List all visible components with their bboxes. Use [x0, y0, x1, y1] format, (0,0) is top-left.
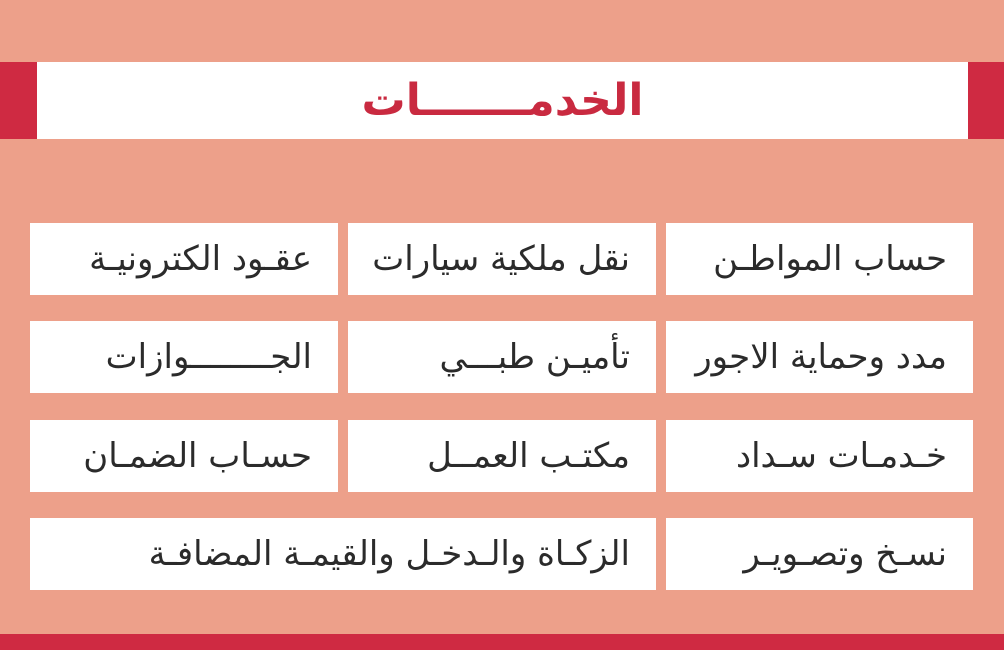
service-passports: الجــــــــوازات [30, 321, 338, 393]
title-box [37, 62, 968, 139]
service-mudad-wage-protection: مدد وحماية الاجور [666, 321, 973, 393]
service-copy-and-print: نسـخ وتصـويـر [666, 518, 973, 590]
service-citizen-account: حساب المواطـن [666, 223, 973, 295]
service-medical-insurance: تأميـن طبـــي [348, 321, 656, 393]
service-electronic-contracts: عقـود الكترونيـة [30, 223, 338, 295]
page-title: الخدمـــــــات [361, 74, 644, 126]
service-zakat-income-vat: الزكـاة والـدخـل والقيمـة المضافـة [30, 518, 656, 590]
service-labor-office: مكتـب العمــل [348, 420, 656, 492]
bottom-strip [0, 634, 1004, 650]
service-car-ownership-transfer: نقل ملكية سيارات [348, 223, 656, 295]
service-sadad-payments: خـدمـات سـداد [666, 420, 973, 492]
service-social-security-account: حسـاب الضمـان [30, 420, 338, 492]
